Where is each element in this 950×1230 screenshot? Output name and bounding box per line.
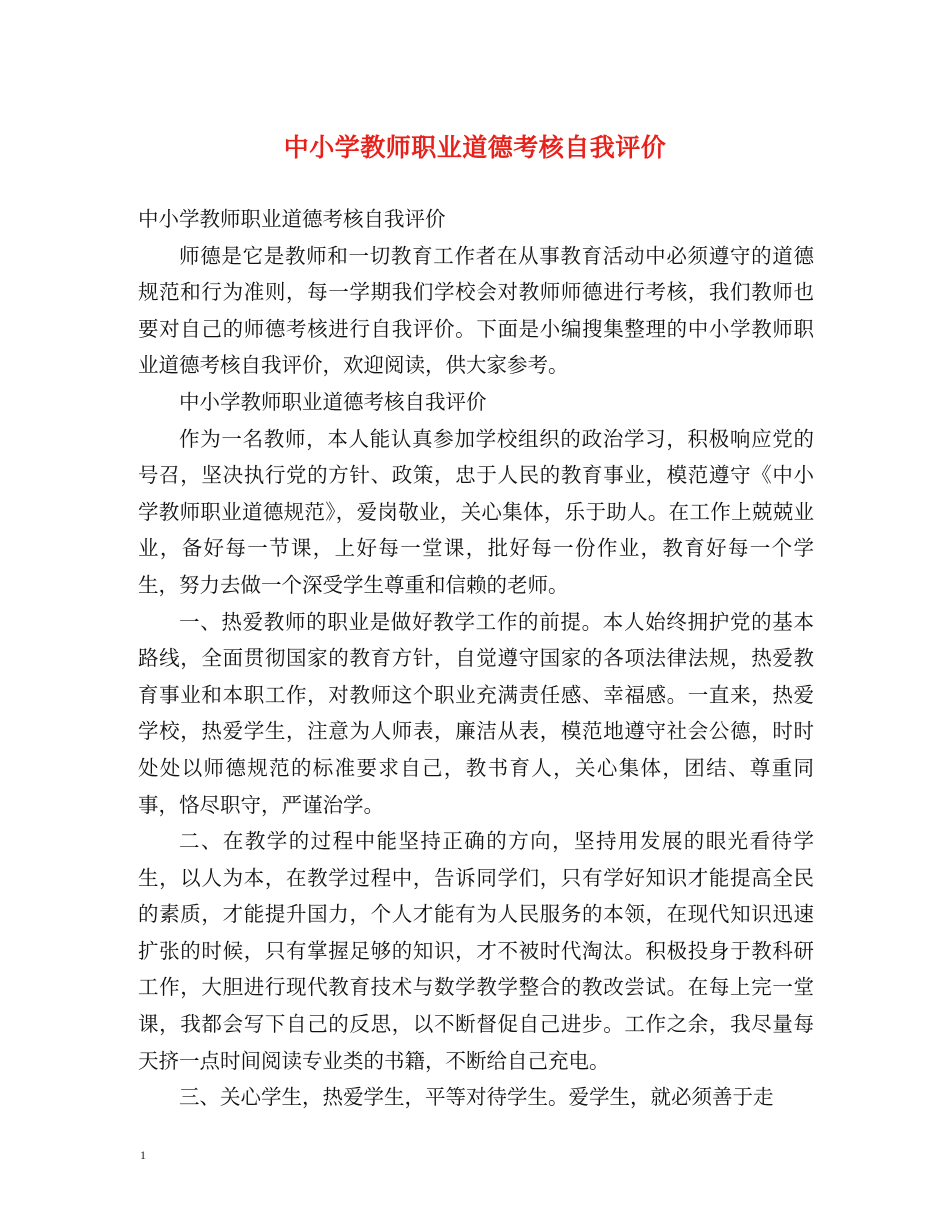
paragraph: 中小学教师职业道德考核自我评价 [138,207,446,231]
paragraph: 三、关心学生，热爱学生，平等对待学生。爱学生，就必须善于走 [179,1085,774,1110]
document-title: 中小学教师职业道德考核自我评价 [283,133,667,162]
paragraph: 中小学教师职业道德考核自我评价 [179,389,487,414]
paragraph: 二、在教学的过程中能坚持正确的方向，坚持用发展的眼光看待学生，以人为本，在教学过程中，告诉同学们，只有学好知识才能提高全民的素质，才能提升国力，个人才能有为人民服务的本领，在现代知识迅速扩张的时候，只有掌握足够的知识，才不被时代淘汰。积极投身于教科研工作，大胆进行现代教育技术与数学教学整合的教改尝试。在每上完一堂课，我都会写下自己的反思，以不断督促自己进步。工作之余，我尽量每天挤一点时间阅读专业类的书籍，不断给自己充电。 [138,829,814,1073]
page-number: 1 [140,1148,146,1162]
document-body [138,201,814,1116]
paragraph: 作为一名教师，本人能认真参加学校组织的政治学习，积极响应党的号召，坚决执行党的方针、政策，忠于人民的教育事业，模范遵守《中小学教师职业道德规范》，爱岗敬业，关心集体，乐于助人。在工作上兢兢业业，备好每一节课，上好每一堂课，批好每一份作业，教育好每一个学生，努力去做一个深受学生尊重和信赖的老师。 [138,426,814,597]
paragraph: 师德是它是教师和一切教育工作者在从事教育活动中必须遵守的道德规范和行为准则，每一学期我们学校会对教师师德进行考核，我们教师也要对自己的师德考核进行自我评价。下面是小编搜集整理的中小学教师职业道德考核自我评价，欢迎阅读，供大家参考。 [138,243,814,378]
paragraph: 一、热爱教师的职业是做好教学工作的前提。本人始终拥护党的基本路线，全面贯彻国家的教育方针，自觉遵守国家的各项法律法规，热爱教育事业和本职工作，对教师这个职业充满责任感、幸福感。一直来，热爱学校，热爱学生，注意为人师表，廉洁从表，模范地遵守社会公德，时时处处以师德规范的标准要求自己，教书育人，关心集体，团结、尊重同事，恪尽职守，严谨治学。 [138,609,814,817]
